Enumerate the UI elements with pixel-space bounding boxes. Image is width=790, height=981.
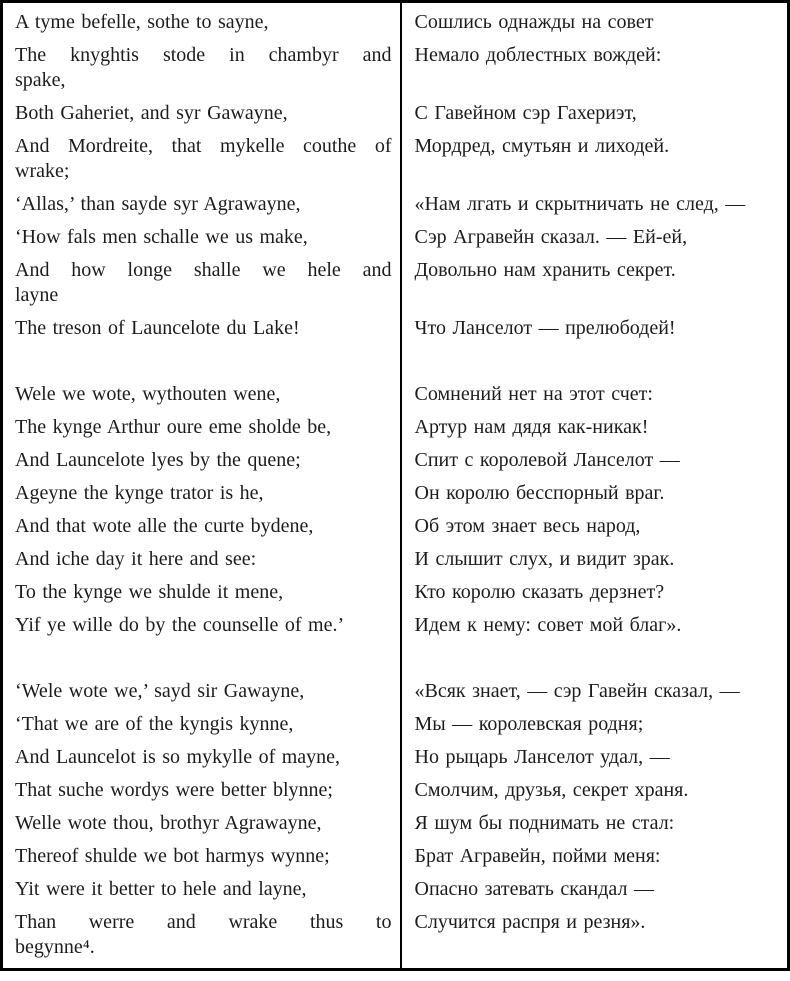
verse-cell-russian [401,192,789,225]
verse-line: To the kynge we shulde it mene, [15,581,284,603]
table-row [2,613,789,646]
verse-cell-russian [401,43,789,101]
verse-cell-english [2,778,401,811]
verse-cell-russian [401,613,789,646]
verse-line: And Launcelote lyes by the quene; [15,449,301,471]
verse-line: ‘Wele wote we,’ sayd sir Gawayne, [15,680,305,702]
verse-cell-russian [401,877,789,910]
verse-line: begynne⁴. [15,936,95,958]
verse-line: Случится распря и резня». [414,911,646,933]
table-row [2,481,789,514]
verse-cell-russian [401,415,789,448]
verse-line: Он королю бесспорный враг. [414,482,665,504]
verse-cell-english [2,613,401,646]
verse-cell-english [2,448,401,481]
table-row [2,349,789,382]
verse-cell-russian [401,258,789,316]
verse-cell-english [2,382,401,415]
verse-cell-english [2,316,401,349]
table-row [2,316,789,349]
verse-line: wrake; [15,160,70,182]
verse-cell-english [2,646,401,679]
table-row [2,258,789,316]
table-row [2,225,789,258]
verse-line: Брат Агравейн, пойми меня: [414,845,661,867]
verse-cell-russian [401,679,789,712]
verse-line: Артур нам дядя как-никак! [414,416,649,438]
verse-line: Довольно нам хранить секрет. [414,259,676,281]
verse-line: And how longe shalle we hele and [15,259,392,281]
verse-line: Wele we wote, wythouten wene, [15,383,281,405]
verse-cell-russian [401,910,789,970]
verse-line: ‘How fals men schalle we us make, [15,226,308,248]
verse-line: Но рыцарь Ланселот удал, — [414,746,670,768]
verse-cell-russian [401,225,789,258]
verse-cell-english [2,2,401,44]
verse-line: Сомнений нет на этот счет: [414,383,653,405]
verse-line: Спит с королевой Ланселот — [414,449,680,471]
verse-cell-english [2,349,401,382]
verse-line: And Launcelot is so mykylle of mayne, [15,746,341,768]
verse-cell-russian [401,580,789,613]
verse-cell-russian [401,547,789,580]
table-row [2,192,789,225]
verse-line: «Нам лгать и скрытничать не след, — [414,193,746,215]
table-row [2,101,789,134]
table-row [2,679,789,712]
table-row [2,844,789,877]
verse-cell-english [2,192,401,225]
verse-line: Yif ye wille do by the counselle of me.’ [15,614,345,636]
verse-cell-english [2,679,401,712]
verse-line: layne [15,284,59,306]
verse-line: Both Gaheriet, and syr Gawayne, [15,102,288,124]
verse-cell-english [2,258,401,316]
table-row [2,910,789,970]
verse-cell-russian [401,101,789,134]
verse-line: The knyghtis stode in chambyr and [15,44,392,66]
verse-cell-english [2,712,401,745]
verse-cell-russian [401,448,789,481]
verse-line: And that wote alle the curte bydene, [15,515,314,537]
table-row [2,43,789,101]
verse-line: Об этом знает весь народ, [414,515,641,537]
verse-cell-english [2,844,401,877]
verse-cell-russian [401,646,789,679]
verse-cell-english [2,547,401,580]
verse-cell-russian [401,712,789,745]
verse-line: Я шум бы поднимать не стал: [414,812,675,834]
table-row [2,580,789,613]
table-row [2,448,789,481]
verse-line: Мы — королевская родня; [414,713,644,735]
verse-cell-russian [401,2,789,44]
verse-cell-english [2,580,401,613]
blank-line [415,646,780,671]
verse-cell-russian [401,745,789,778]
verse-line: Кто королю сказать дерзнет? [414,581,665,603]
verse-cell-russian [401,514,789,547]
verse-line: Сошлись однажды на совет [414,11,654,33]
verse-line: Идем к нему: совет мой благ». [414,614,682,636]
verse-cell-english [2,811,401,844]
verse-cell-english [2,134,401,192]
verse-line: И слышит слух, и видит зрак. [414,548,675,570]
verse-cell-russian [401,349,789,382]
table-row [2,2,789,44]
verse-cell-russian [401,382,789,415]
table-row [2,415,789,448]
blank-line [15,349,392,374]
verse-line: Немало доблестных вождей: [414,44,662,66]
table-row [2,778,789,811]
blank-line [415,349,780,374]
verse-cell-russian [401,481,789,514]
verse-line: The treson of Launcelote du Lake! [15,317,300,339]
table-row [2,547,789,580]
verse-cell-english [2,910,401,970]
verse-cell-russian [401,844,789,877]
verse-line: spake, [15,69,66,91]
table-row [2,811,789,844]
verse-line: A tyme befelle, sothe to sayne, [15,11,269,33]
verse-cell-english [2,877,401,910]
verse-line: ‘That we are of the kyngis kynne, [15,713,294,735]
verse-cell-english [2,481,401,514]
verse-line: Welle wote thou, brothyr Agrawayne, [15,812,322,834]
verse-cell-english [2,225,401,258]
verse-cell-english [2,514,401,547]
verse-cell-russian [401,778,789,811]
verse-line: ‘Allas,’ than sayde syr Agrawayne, [15,193,301,215]
verse-cell-russian [401,134,789,192]
verse-line: «Всяк знает, — сэр Гавейн сказал, — [414,680,740,702]
verse-cell-english [2,101,401,134]
verse-line: And Mordreite, that mykelle couthe of [15,135,392,157]
verse-line: Thereof shulde we bot harmys wynne; [15,845,330,867]
table-row [2,877,789,910]
table-row [2,745,789,778]
verse-line: Yit were it better to hele and layne, [15,878,307,900]
verse-line: Опасно затевать скандал — [414,878,654,900]
verse-line: Ageyne the kynge trator is he, [15,482,264,504]
table-row [2,382,789,415]
blank-line [15,646,392,671]
verse-cell-english [2,745,401,778]
verse-line: Than werre and wrake thus to [15,911,392,933]
verse-cell-russian [401,811,789,844]
verse-cell-russian [401,316,789,349]
verse-line: And iche day it here and see: [15,548,257,570]
verse-line: С Гавейном сэр Гахериэт, [414,102,637,124]
table-row [2,134,789,192]
verse-line: Сэр Агравейн сказал. — Ей-ей, [414,226,688,248]
verse-line: That suche wordys were better blynne; [15,779,333,801]
verse-line: Мордред, смутьян и лиходей. [414,135,670,157]
verse-line: Смолчим, друзья, секрет храня. [414,779,689,801]
verse-line: The kynge Arthur oure eme sholde be, [15,416,332,438]
table-row [2,514,789,547]
table-row [2,646,789,679]
parallel-text-body [2,2,789,970]
table-row [2,712,789,745]
verse-cell-english [2,43,401,101]
verse-cell-english [2,415,401,448]
verse-line: Что Ланселот — прелюбодей! [414,317,676,339]
